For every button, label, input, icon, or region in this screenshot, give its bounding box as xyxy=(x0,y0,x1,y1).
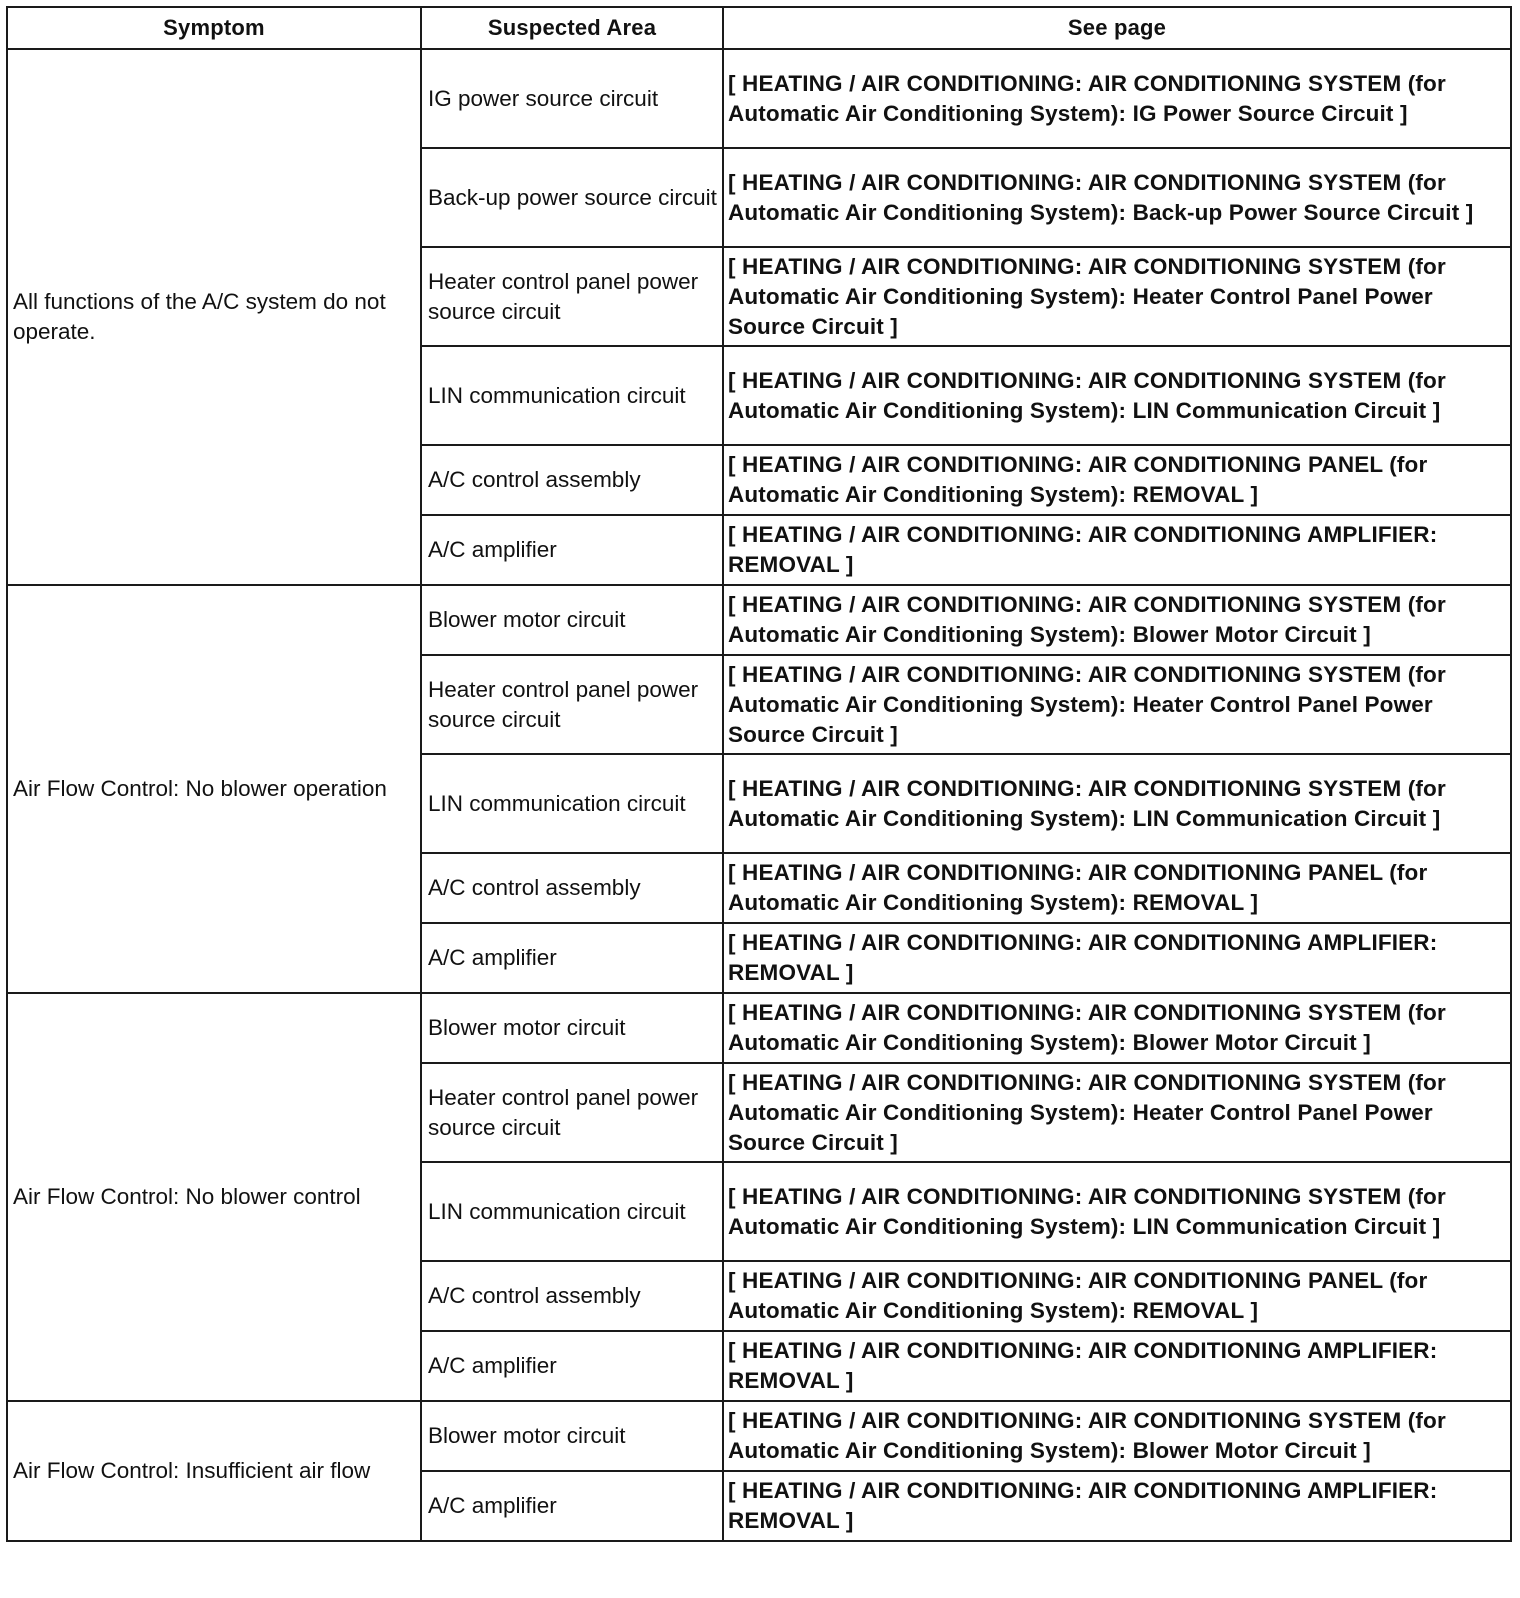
suspected-area-cell: A/C control assembly xyxy=(421,445,723,515)
problem-symptoms-table-wrapper xyxy=(6,6,1510,1542)
see-page-reference: [ HEATING / AIR CONDITIONING: AIR CONDITIONING AMPLIFIER: REMOVAL ] xyxy=(723,1331,1511,1401)
see-page-reference: [ HEATING / AIR CONDITIONING: AIR CONDITIONING SYSTEM (for Automatic Air Conditioning System): Heater Control Panel Power Source Circuit ] xyxy=(723,655,1511,754)
suspected-area-cell: A/C amplifier xyxy=(421,923,723,993)
suspected-area-cell: Blower motor circuit xyxy=(421,993,723,1063)
table-row xyxy=(7,585,1511,655)
header-row xyxy=(7,7,1511,49)
symptom-cell: Air Flow Control: No blower operation xyxy=(7,585,421,993)
see-page-reference: [ HEATING / AIR CONDITIONING: AIR CONDITIONING AMPLIFIER: REMOVAL ] xyxy=(723,1471,1511,1541)
suspected-area-cell: IG power source circuit xyxy=(421,49,723,148)
see-page-reference: [ HEATING / AIR CONDITIONING: AIR CONDITIONING AMPLIFIER: REMOVAL ] xyxy=(723,515,1511,585)
suspected-area-cell: Blower motor circuit xyxy=(421,1401,723,1471)
see-page-reference: [ HEATING / AIR CONDITIONING: AIR CONDITIONING SYSTEM (for Automatic Air Conditioning System): Back-up Power Source Circuit ] xyxy=(723,148,1511,247)
symptom-column-header: Symptom xyxy=(7,7,421,49)
see-page-reference: [ HEATING / AIR CONDITIONING: AIR CONDITIONING SYSTEM (for Automatic Air Conditioning System): LIN Communication Circuit ] xyxy=(723,346,1511,445)
symptom-cell: Air Flow Control: No blower control xyxy=(7,993,421,1401)
suspected-area-cell: LIN communication circuit xyxy=(421,346,723,445)
suspected-area-column-header: Suspected Area xyxy=(421,7,723,49)
symptom-cell: Air Flow Control: Insufficient air flow xyxy=(7,1401,421,1541)
see-page-reference: [ HEATING / AIR CONDITIONING: AIR CONDITIONING SYSTEM (for Automatic Air Conditioning System): Blower Motor Circuit ] xyxy=(723,993,1511,1063)
table-row xyxy=(7,1401,1511,1471)
see-page-column-header: See page xyxy=(723,7,1511,49)
suspected-area-cell: Heater control panel power source circuit xyxy=(421,1063,723,1162)
see-page-reference: [ HEATING / AIR CONDITIONING: AIR CONDITIONING PANEL (for Automatic Air Conditioning System): REMOVAL ] xyxy=(723,1261,1511,1331)
suspected-area-cell: A/C amplifier xyxy=(421,1331,723,1401)
suspected-area-cell: A/C control assembly xyxy=(421,853,723,923)
suspected-area-cell: A/C control assembly xyxy=(421,1261,723,1331)
suspected-area-cell: Heater control panel power source circuit xyxy=(421,247,723,346)
see-page-reference: [ HEATING / AIR CONDITIONING: AIR CONDITIONING SYSTEM (for Automatic Air Conditioning System): IG Power Source Circuit ] xyxy=(723,49,1511,148)
see-page-reference: [ HEATING / AIR CONDITIONING: AIR CONDITIONING SYSTEM (for Automatic Air Conditioning System): Blower Motor Circuit ] xyxy=(723,585,1511,655)
suspected-area-cell: Heater control panel power source circuit xyxy=(421,655,723,754)
see-page-reference: [ HEATING / AIR CONDITIONING: AIR CONDITIONING PANEL (for Automatic Air Conditioning System): REMOVAL ] xyxy=(723,853,1511,923)
problem-symptoms-table xyxy=(6,6,1512,1542)
see-page-reference: [ HEATING / AIR CONDITIONING: AIR CONDITIONING SYSTEM (for Automatic Air Conditioning System): Heater Control Panel Power Source Circuit ] xyxy=(723,247,1511,346)
see-page-reference: [ HEATING / AIR CONDITIONING: AIR CONDITIONING SYSTEM (for Automatic Air Conditioning System): LIN Communication Circuit ] xyxy=(723,1162,1511,1261)
suspected-area-cell: Blower motor circuit xyxy=(421,585,723,655)
suspected-area-cell: A/C amplifier xyxy=(421,1471,723,1541)
suspected-area-cell: LIN communication circuit xyxy=(421,1162,723,1261)
table-row xyxy=(7,993,1511,1063)
suspected-area-cell: LIN communication circuit xyxy=(421,754,723,853)
table-row xyxy=(7,49,1511,148)
symptom-cell: All functions of the A/C system do not operate. xyxy=(7,49,421,585)
suspected-area-cell: A/C amplifier xyxy=(421,515,723,585)
see-page-reference: [ HEATING / AIR CONDITIONING: AIR CONDITIONING AMPLIFIER: REMOVAL ] xyxy=(723,923,1511,993)
see-page-reference: [ HEATING / AIR CONDITIONING: AIR CONDITIONING SYSTEM (for Automatic Air Conditioning System): LIN Communication Circuit ] xyxy=(723,754,1511,853)
suspected-area-cell: Back-up power source circuit xyxy=(421,148,723,247)
see-page-reference: [ HEATING / AIR CONDITIONING: AIR CONDITIONING SYSTEM (for Automatic Air Conditioning System): Blower Motor Circuit ] xyxy=(723,1401,1511,1471)
see-page-reference: [ HEATING / AIR CONDITIONING: AIR CONDITIONING PANEL (for Automatic Air Conditioning System): REMOVAL ] xyxy=(723,445,1511,515)
see-page-reference: [ HEATING / AIR CONDITIONING: AIR CONDITIONING SYSTEM (for Automatic Air Conditioning System): Heater Control Panel Power Source Circuit ] xyxy=(723,1063,1511,1162)
